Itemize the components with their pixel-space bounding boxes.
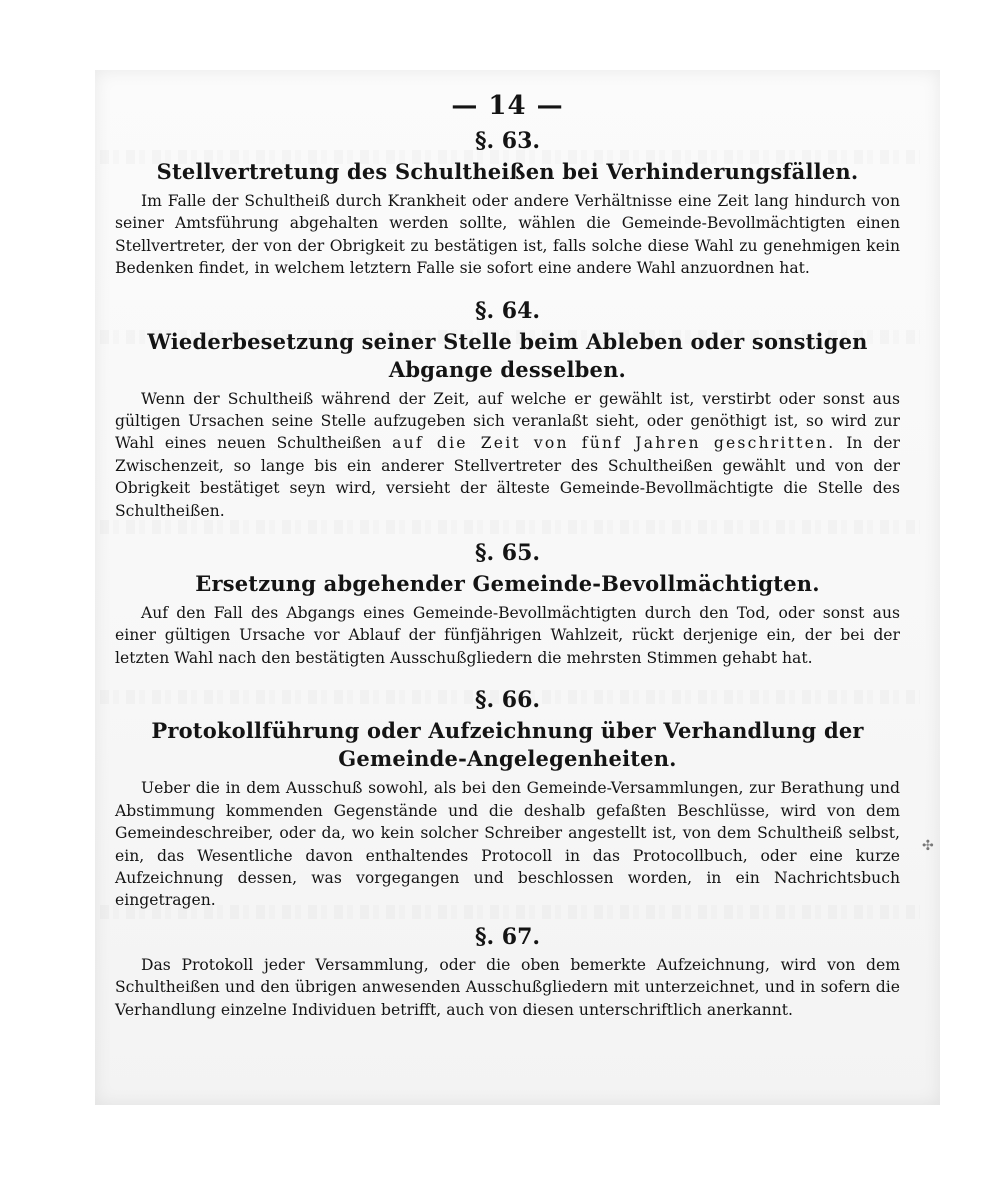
section-text-part: Wenn der Schultheiß während der Zeit, auf welche er gewählt ist, verstirbt oder sonst aus gültigen Ursachen seine Stelle aufzugeben sich veranlaßt sieht, oder genöthigt ist, so wird zur Wahl eines neuen Schultheißen: [115, 389, 900, 453]
section-text: Im Falle der Schultheiß durch Krankheit oder andere Verhältnisse eine Zeit lang hindurch von seiner Amtsführung abgehalten werden sollte, wählen die Gemeinde-Bevollmächtigten einen Stellvertreter, der von der Obrigkeit zu bestätigen ist, falls solche diese Wahl zu genehmigen kein Bedenken findet, in welchem letztern Falle sie sofort eine andere Wahl anzuordnen hat.: [115, 192, 900, 278]
section-text: Auf den Fall des Abgangs eines Gemeinde-Bevollmächtigten durch den Tod, oder sonst aus einer gültigen Ursache vor Ablauf der fünfjährigen Wahlzeit, rückt derjenige ein, der bei der letzten Wahl nach den bestätigten Ausschußgliedern die mehrsten Stimmen gehabt hat.: [115, 604, 900, 667]
section-heading: Stellvertretung des Schultheißen bei Verhinderungsfällen.: [156, 159, 859, 184]
page-number: — 14 —: [451, 91, 564, 121]
section-text-spaced: auf die Zeit von fünf Jahren geschritten.: [392, 434, 836, 453]
section-number: §. 67.: [474, 923, 541, 950]
section-text: Das Protokoll jeder Versammlung, oder die oben bemerkte Aufzeichnung, wird von dem Schultheißen und den übrigen anwesenden Ausschußgliedern mit unterzeichnet, und in sofern die Verhandlung einzelne Individuen betrifft, auch von diesen unterschriftlich anerkannt.: [115, 955, 900, 1019]
section-number: §. 64.: [474, 297, 541, 324]
section-number: §. 65.: [474, 540, 541, 567]
section-number: §. 63.: [474, 128, 541, 154]
section-heading: Wiederbesetzung seiner Stelle beim Ableben oder sonstigen Abgange desselben.: [147, 328, 868, 382]
section-number: §. 66.: [474, 687, 541, 714]
section-heading: Ersetzung abgehender Gemeinde-Bevollmächtigten.: [195, 571, 820, 597]
section-text: [115, 388, 900, 522]
scan-speck-icon: ✣: [922, 838, 934, 854]
section-text-part: In der Zwischenzeit, so lange bis ein anderer Stellvertreter des Schultheißen gewählt und von der Obrigkeit bestätiget seyn wird, versieht der älteste Gemeinde-Bevollmächtigte die Stelle des Schultheißen.: [115, 434, 900, 520]
section-heading: Protokollführung oder Aufzeichnung über Verhandlung der Gemeinde-Angelegenheiten.: [151, 718, 864, 772]
section-text: Ueber die in dem Ausschuß sowohl, als bei den Gemeinde-Versammlungen, zur Berathung und Abstimmung kommenden Gegenstände und die deshalb gefaßten Beschlüsse, wird von dem Gemeindeschreiber, oder da, wo kein solcher Schreiber angestellt ist, von dem Schultheiß selbst, ein, das Wesentliche davon enthaltendes Protocoll in das Protocollbuch, oder eine kurze Aufzeichnung dessen, was vorgegangen und beschlossen worden, in ein Nachrichtsbuch eingetragen.: [115, 779, 900, 910]
page-content: [115, 88, 900, 1021]
